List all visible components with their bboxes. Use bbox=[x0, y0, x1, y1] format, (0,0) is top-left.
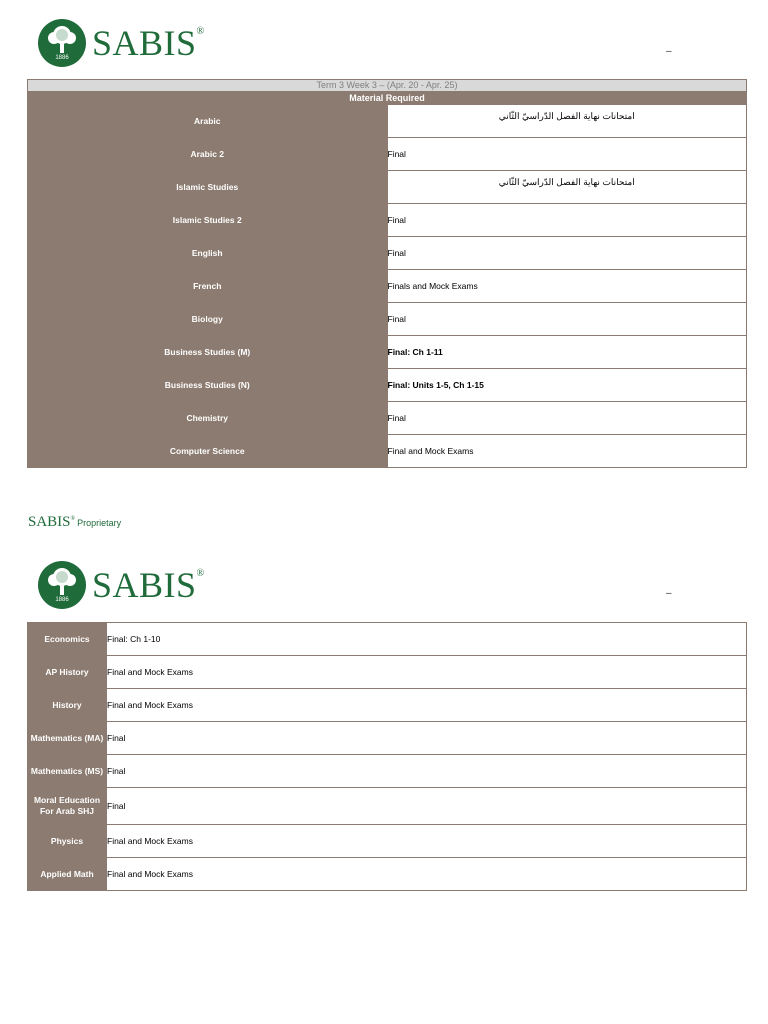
table-row bbox=[28, 858, 747, 891]
table-row bbox=[28, 369, 747, 402]
material-cell: Final and Mock Exams bbox=[107, 858, 747, 891]
footer-wordmark: SABIS® bbox=[28, 514, 76, 530]
subject-cell: Computer Science bbox=[28, 435, 388, 468]
table-row bbox=[28, 204, 747, 237]
subject-cell: AP History bbox=[28, 656, 107, 689]
subject-cell: Economics bbox=[28, 623, 107, 656]
table-row bbox=[28, 105, 747, 138]
schedule-table-1 bbox=[27, 79, 747, 468]
subject-cell: Arabic 2 bbox=[28, 138, 388, 171]
table-row bbox=[28, 237, 747, 270]
table-row bbox=[28, 623, 747, 656]
material-cell: Final: Ch 1-10 bbox=[107, 623, 747, 656]
subject-cell: Chemistry bbox=[28, 402, 388, 435]
subject-cell: Arabic bbox=[28, 105, 388, 138]
logo-wordmark: SABIS® bbox=[92, 23, 205, 63]
table-row bbox=[28, 435, 747, 468]
table-row bbox=[28, 788, 747, 825]
material-cell: Final bbox=[107, 755, 747, 788]
material-cell: امتحانات نهاية الفصل الدّراسيّ الثّاني bbox=[387, 171, 747, 204]
material-cell: Final bbox=[387, 237, 747, 270]
material-cell: Final and Mock Exams bbox=[387, 435, 747, 468]
material-cell: Final and Mock Exams bbox=[107, 656, 747, 689]
material-cell: Final bbox=[387, 138, 747, 171]
subject-cell: English bbox=[28, 237, 388, 270]
material-cell: Final bbox=[107, 788, 747, 825]
footer-proprietary-label: Proprietary bbox=[77, 518, 122, 528]
week-header: Term 3 Week 3 – (Apr. 20 - Apr. 25) bbox=[28, 80, 747, 92]
subject-cell: History bbox=[28, 689, 107, 722]
subject-cell: Mathematics (MS) bbox=[28, 755, 107, 788]
material-cell: Final: Ch 1-11 bbox=[387, 336, 747, 369]
tree-logo-icon bbox=[38, 561, 86, 609]
material-cell: Final: Units 1-5, Ch 1-15 bbox=[387, 369, 747, 402]
subject-cell: Physics bbox=[28, 825, 107, 858]
material-cell: Final bbox=[387, 402, 747, 435]
material-header: Material Required bbox=[28, 92, 747, 105]
sabis-logo bbox=[38, 19, 205, 67]
table-row bbox=[28, 825, 747, 858]
material-cell: Final bbox=[387, 303, 747, 336]
tree-logo-icon bbox=[38, 19, 86, 67]
material-cell: Final bbox=[387, 204, 747, 237]
subject-cell: Applied Math bbox=[28, 858, 107, 891]
table-row bbox=[28, 138, 747, 171]
sabis-logo bbox=[38, 561, 205, 609]
subject-cell: Moral Education For Arab SHJ bbox=[28, 788, 107, 825]
proprietary-footer bbox=[28, 514, 121, 531]
logo-year: 1886 bbox=[55, 597, 69, 603]
subject-cell: French bbox=[28, 270, 388, 303]
logo-year: 1886 bbox=[55, 55, 69, 61]
subject-cell: Biology bbox=[28, 303, 388, 336]
table-row bbox=[28, 689, 747, 722]
table-row bbox=[28, 336, 747, 369]
material-cell: Finals and Mock Exams bbox=[387, 270, 747, 303]
table-row bbox=[28, 656, 747, 689]
subject-cell: Business Studies (M) bbox=[28, 336, 388, 369]
subject-cell: Business Studies (N) bbox=[28, 369, 388, 402]
table-row bbox=[28, 171, 747, 204]
header-dash: – bbox=[666, 46, 672, 57]
material-cell: Final bbox=[107, 722, 747, 755]
table-row bbox=[28, 270, 747, 303]
table-row bbox=[28, 303, 747, 336]
schedule-table-2 bbox=[27, 622, 747, 891]
table-row bbox=[28, 402, 747, 435]
subject-cell: Islamic Studies 2 bbox=[28, 204, 388, 237]
table-row bbox=[28, 755, 747, 788]
subject-cell: Islamic Studies bbox=[28, 171, 388, 204]
material-cell: امتحانات نهاية الفصل الدّراسيّ الثّاني bbox=[387, 105, 747, 138]
material-cell: Final and Mock Exams bbox=[107, 689, 747, 722]
table-row bbox=[28, 722, 747, 755]
material-cell: Final and Mock Exams bbox=[107, 825, 747, 858]
logo-wordmark: SABIS® bbox=[92, 565, 205, 605]
subject-cell: Mathematics (MA) bbox=[28, 722, 107, 755]
header-dash: – bbox=[666, 588, 672, 599]
